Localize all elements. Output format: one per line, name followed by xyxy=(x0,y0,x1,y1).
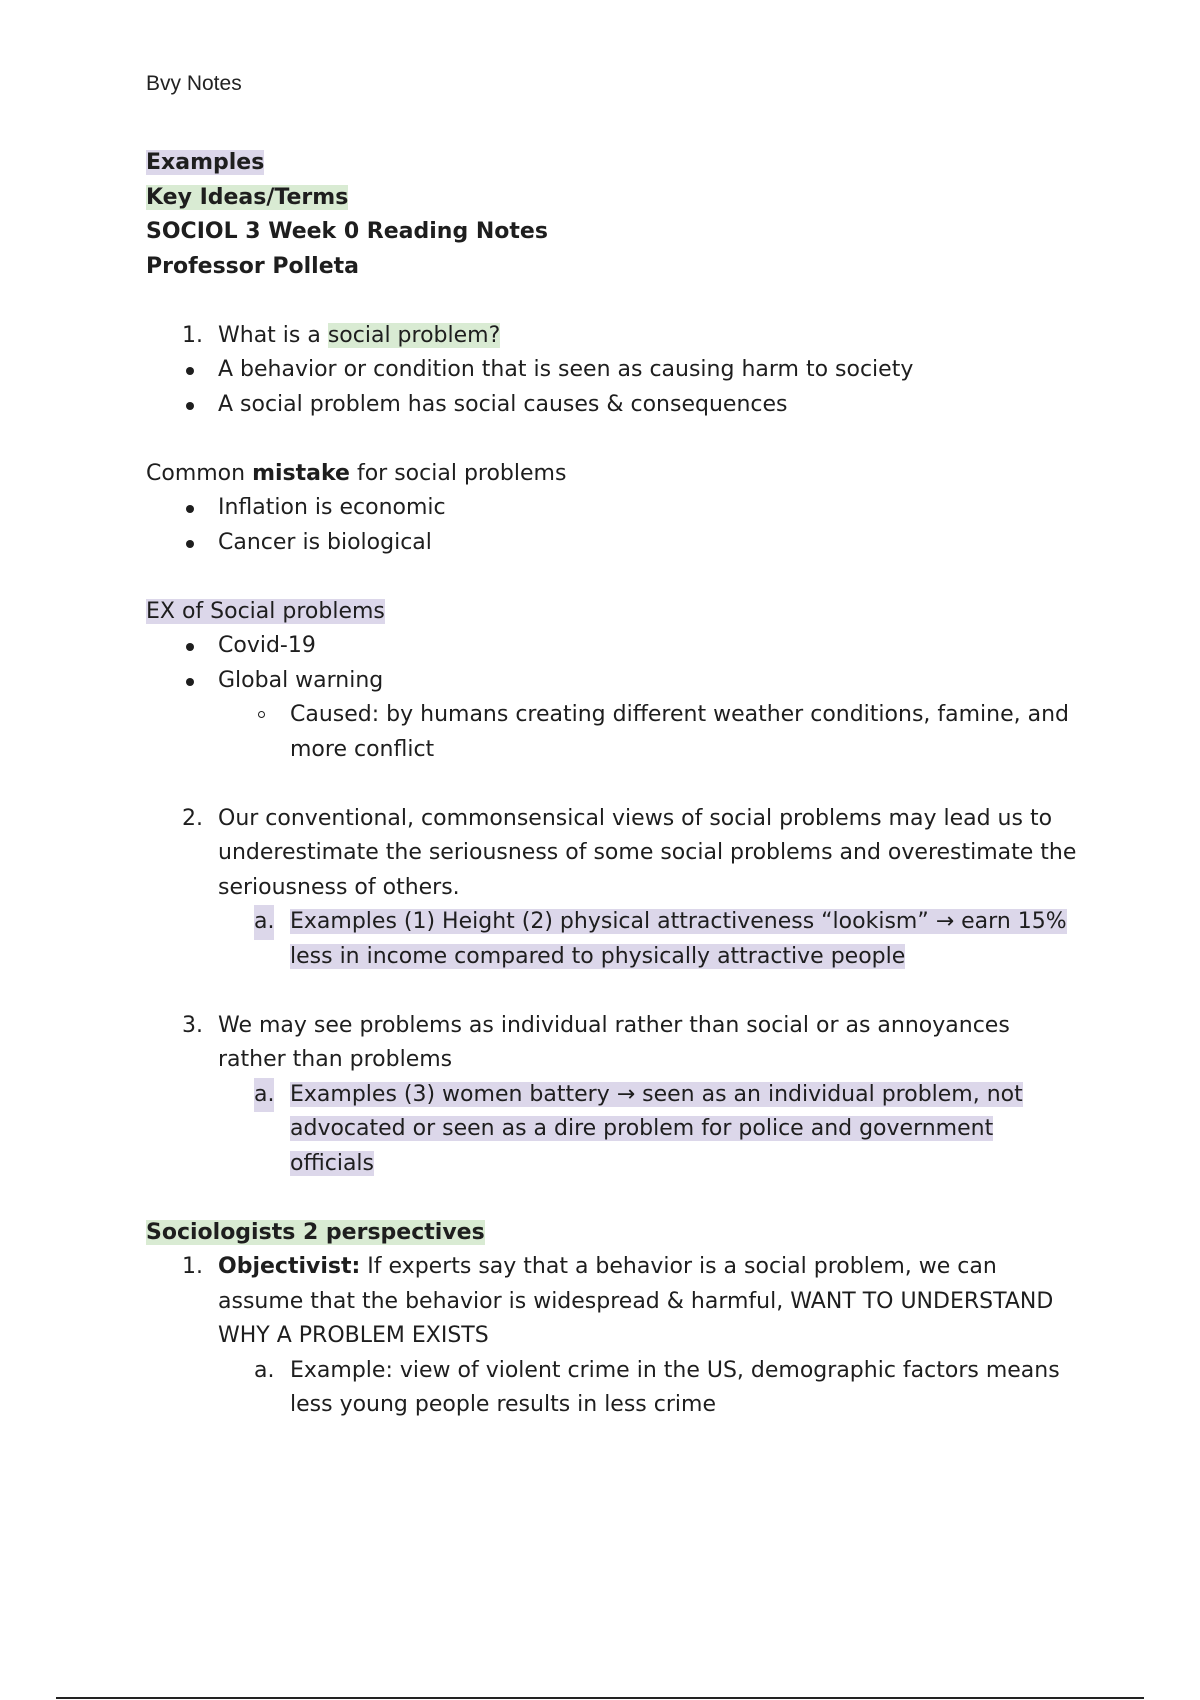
perspective-1a: a. Example: view of violent crime in the US, demographic factors means less young people results in less crime xyxy=(254,1357,1060,1417)
course-title: SOCIOL 3 Week 0 Reading Notes xyxy=(146,219,548,244)
bullet-icon xyxy=(186,540,194,548)
example-3a: a. Examples (3) women battery → seen as an individual problem, not advocated or seen as a dire problem for police and government officials xyxy=(146,1078,1030,1182)
legend-examples: Examples xyxy=(146,150,265,175)
bullet-icon xyxy=(186,367,194,375)
point-3: 3. We may see problems as individual rather than social or as annoyances rather than problems xyxy=(182,1012,1010,1072)
bullet-icon xyxy=(186,402,194,410)
key-term-social-problem: social problem? xyxy=(327,322,501,348)
list-item: A social problem has social causes & consequences xyxy=(146,388,1096,423)
ex-social-heading: EX of Social problems xyxy=(146,598,385,624)
mistake-heading: Common mistake for social problems xyxy=(146,460,567,486)
list-item: Covid-19 xyxy=(146,629,1096,664)
list-item: Cancer is biological xyxy=(146,526,1096,561)
notes-body xyxy=(146,146,1096,1423)
perspective-1: 1. Objectivist: If experts say that a behavior is a social problem, we can assume that the behavior is widespread & harmful, WANT TO UNDERSTAND WHY A PROBLEM EXISTS xyxy=(182,1254,1054,1348)
legend-key-terms: Key Ideas/Terms xyxy=(146,184,349,210)
bullet-icon xyxy=(186,643,194,651)
bullet-icon xyxy=(186,505,194,513)
question-1: 1. What is a social problem? xyxy=(182,322,501,348)
point-2: 2. Our conventional, commonsensical views of social problems may lead us to underestimate the seriousness of some social problems and overestimate the seriousness of others. xyxy=(182,805,1077,900)
list-item: A behavior or condition that is seen as causing harm to society xyxy=(146,353,1096,388)
example-2a: a. Examples (1) Height (2) physical attractiveness “lookism” → earn 15% less in income compared to physically attractive people xyxy=(146,905,1090,974)
list-subitem: Caused: by humans creating different weather conditions, famine, and more conflict xyxy=(146,698,1090,767)
page-bottom-rule xyxy=(56,1697,1144,1699)
bullet-icon xyxy=(186,678,194,686)
circle-bullet-icon xyxy=(258,711,265,718)
list-item: Global warning xyxy=(146,664,1096,699)
brand-header: Bvy Notes xyxy=(146,72,242,95)
perspectives-heading: Sociologists 2 perspectives xyxy=(146,1219,485,1245)
list-item: Inflation is economic xyxy=(146,491,1096,526)
professor-name: Professor Polleta xyxy=(146,253,359,279)
